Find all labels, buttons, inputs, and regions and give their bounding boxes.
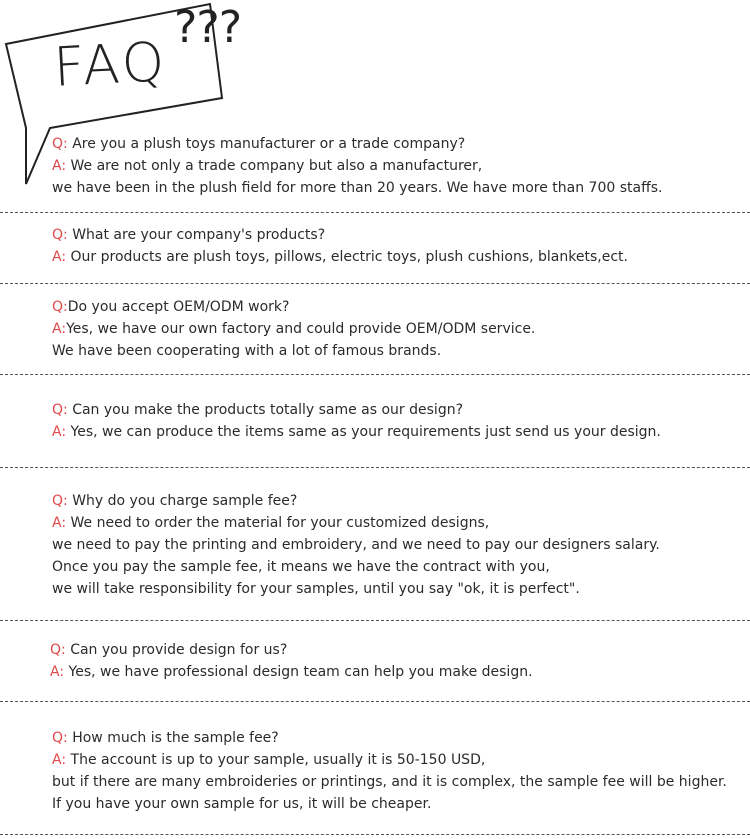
answer-line [52,749,750,771]
dashed-divider [0,374,750,375]
question-prefix: Q: [52,402,68,418]
answer-prefix: A: [52,424,67,440]
faq-item [52,296,750,362]
dashed-divider [0,283,750,284]
dashed-divider [0,834,750,835]
answer-text: Yes, we have our own factory and could provide OEM/ODM service. [66,321,536,337]
question-prefix: Q: [50,642,66,658]
answer-continuation: but if there are many embroideries or printings, and it is complex, the sample fee will be higher. [52,774,727,790]
answer-text: The account is up to your sample, usually it is 50-150 USD, [66,752,486,768]
answer-line [52,155,750,177]
dashed-divider [0,212,750,213]
question-line [52,224,750,246]
faq-item [52,490,750,600]
answer-line [52,512,750,534]
answer-continuation: we will take responsibility for your samples, until you say "ok, it is perfect". [52,581,580,597]
question-prefix: Q: [52,136,68,152]
answer-text: Yes, we can produce the items same as your requirements just send us your design. [66,424,661,440]
answer-text: Yes, we have professional design team can help you make design. [64,664,533,680]
question-prefix: Q: [52,299,68,315]
question-text: What are your company's products? [67,227,326,243]
question-prefix: Q: [52,730,68,746]
answer-text: We need to order the material for your customized designs, [66,515,490,531]
answer-prefix: A: [52,321,67,337]
question-marks: ??? [174,2,242,53]
question-prefix: Q: [52,493,68,509]
question-prefix: Q: [52,227,68,243]
question-text: Why do you charge sample fee? [67,493,298,509]
faq-item [52,727,750,815]
answer-text: We are not only a trade company but also a manufacturer, [66,158,483,174]
answer-line [52,421,750,443]
answer-prefix: A: [52,158,67,174]
answer-continuation: we have been in the plush field for more than 20 years. We have more than 700 staffs. [52,180,663,196]
question-line [50,639,750,661]
answer-prefix: A: [52,752,67,768]
question-text: How much is the sample fee? [67,730,279,746]
dashed-divider [0,620,750,621]
dashed-divider [0,467,750,468]
dashed-divider [0,701,750,702]
answer-prefix: A: [52,515,67,531]
question-text: Are you a plush toys manufacturer or a trade company? [67,136,466,152]
answer-line [52,246,750,268]
question-line [52,133,750,155]
question-text: Can you provide design for us? [65,642,288,658]
question-line [52,490,750,512]
answer-prefix: A: [50,664,65,680]
answer-continuation: we need to pay the printing and embroidery, and we need to pay our designers salary. [52,537,660,553]
answer-prefix: A: [52,249,67,265]
faq-item [52,133,750,199]
answer-line [52,318,750,340]
answer-continuation: If you have your own sample for us, it will be cheaper. [52,796,432,812]
question-text: Do you accept OEM/ODM work? [67,299,290,315]
faq-title: FAQ [52,30,169,99]
answer-text: Our products are plush toys, pillows, electric toys, plush cushions, blankets,ect. [66,249,628,265]
question-line [52,296,750,318]
question-line [52,727,750,749]
faq-item [52,224,750,268]
faq-item [52,399,750,443]
faq-item [50,639,750,683]
answer-line [50,661,750,683]
question-text: Can you make the products totally same as our design? [67,402,464,418]
answer-continuation: Once you pay the sample fee, it means we have the contract with you, [52,559,550,575]
answer-continuation: We have been cooperating with a lot of famous brands. [52,343,442,359]
question-line [52,399,750,421]
